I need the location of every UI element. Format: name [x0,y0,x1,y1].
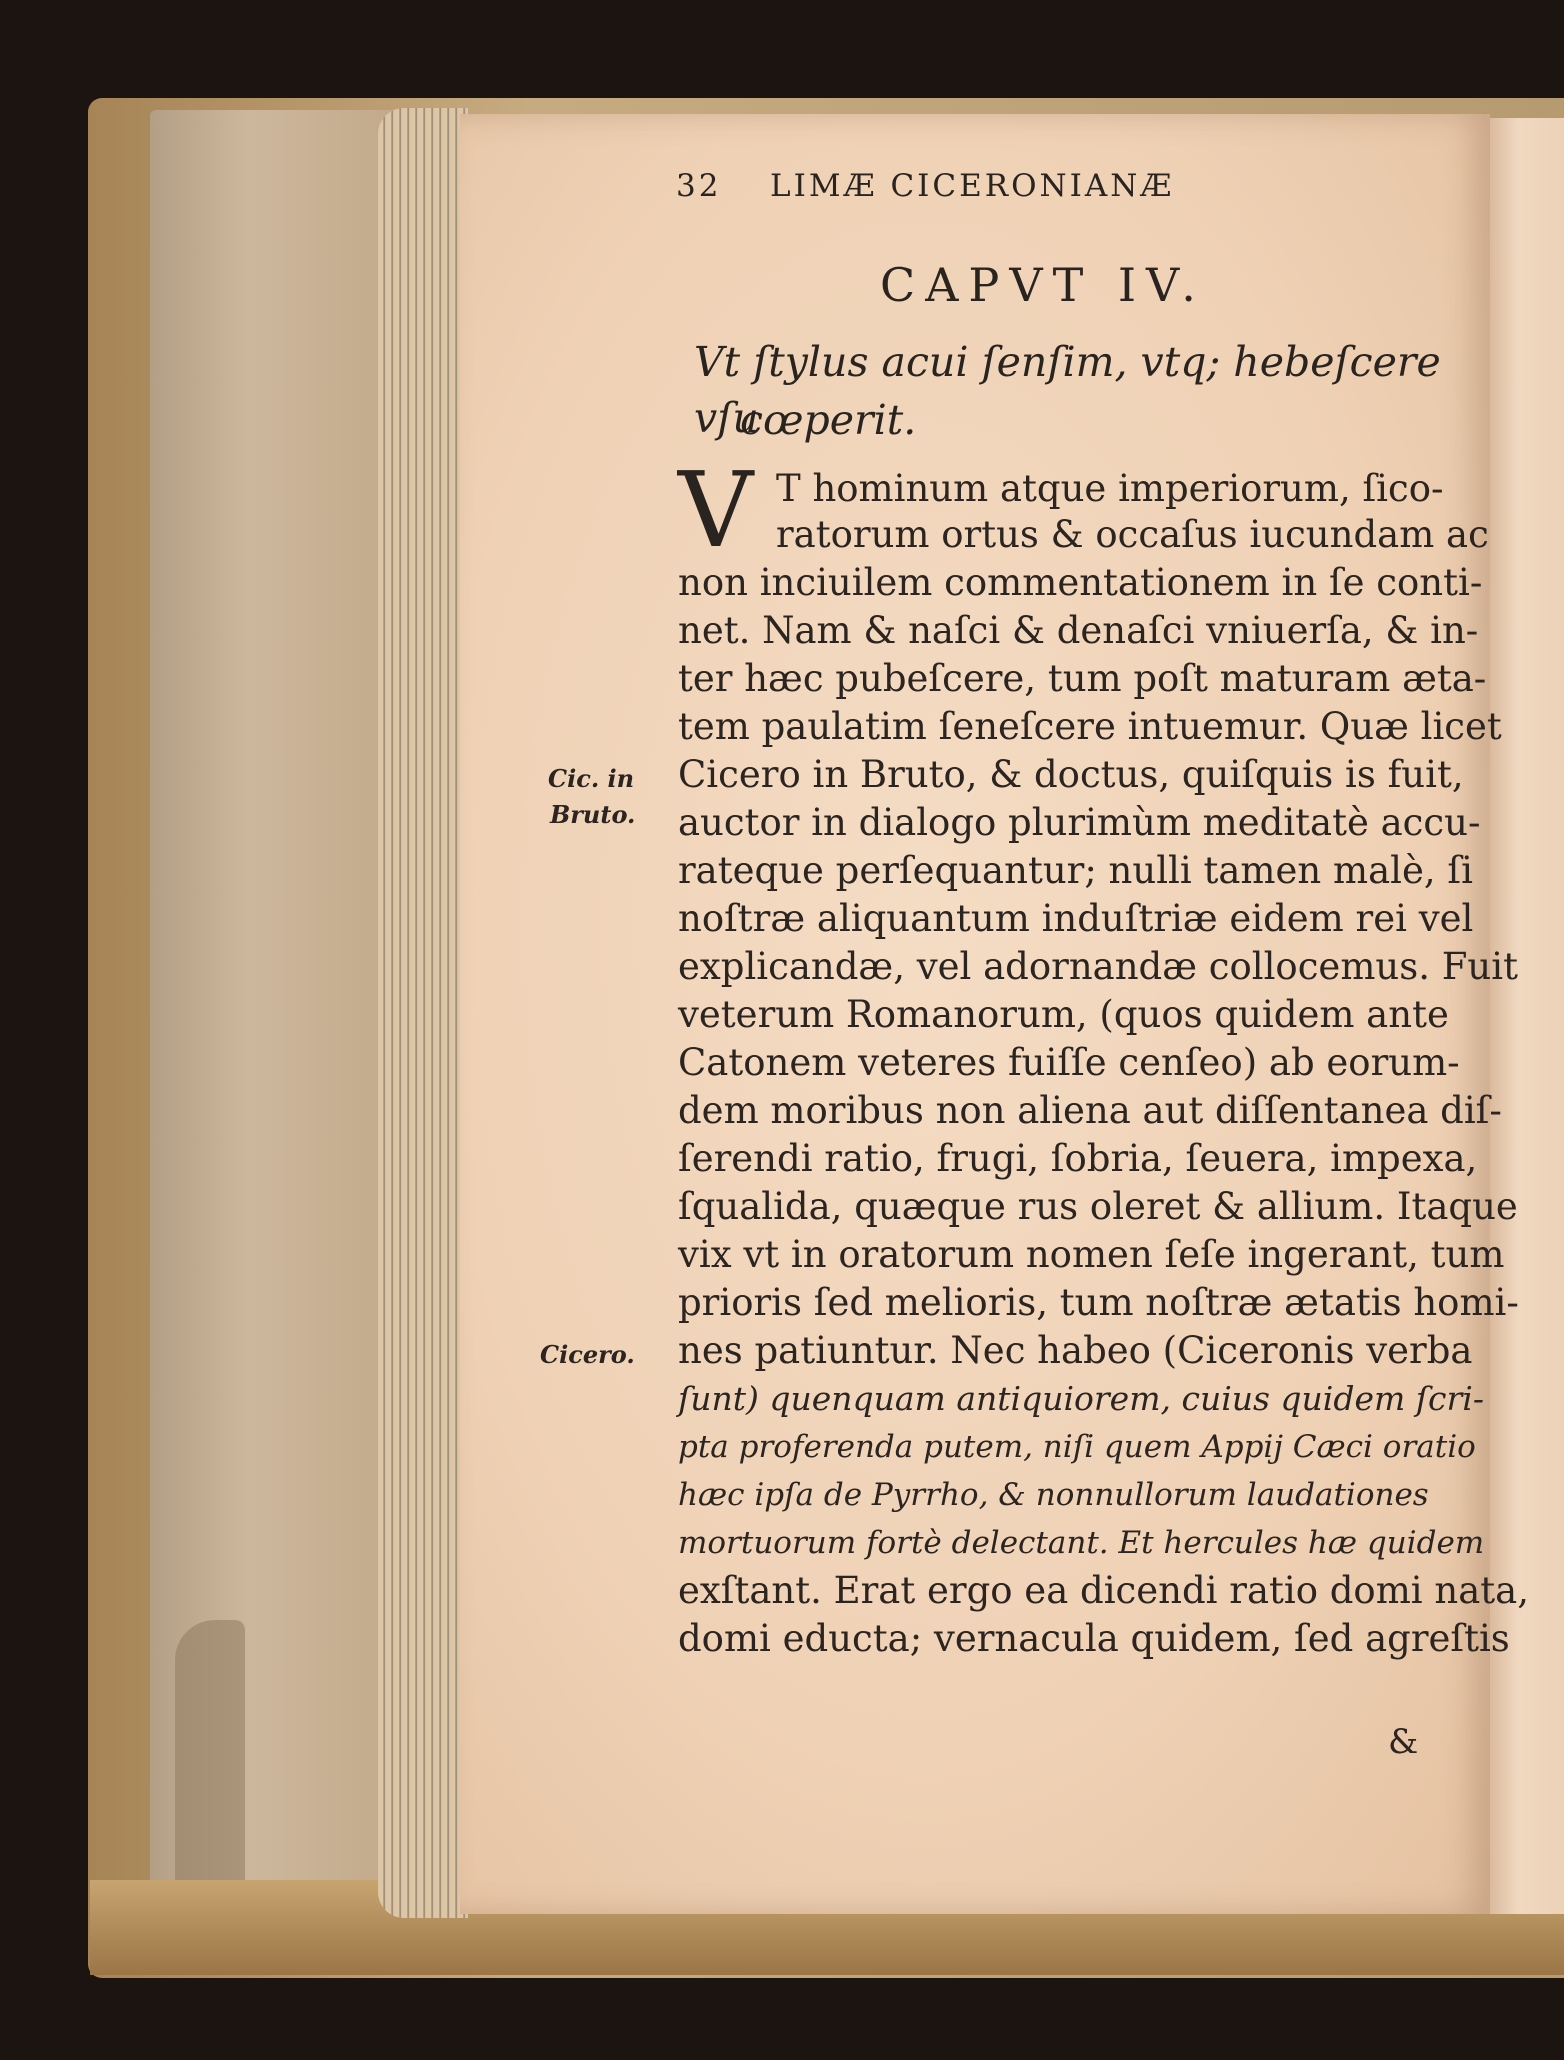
chapter-subtitle-line-1: Vt ſtylus acui ſenſim, vtq; hebeſcere vſu [694,338,1441,442]
body-line: nes patiuntur. Nec habeo (Ciceronis verba [678,1329,1473,1372]
margin-note-cic-in: Cic. in [548,764,635,793]
page-number: 32 [676,168,722,204]
catchword: & [1388,1722,1419,1762]
chapter-subtitle-line-2: cœperit. [740,396,917,444]
body-line: explicandæ, vel adornandæ collocemus. Fuit [678,945,1518,988]
running-header [676,168,1296,212]
body-line: ſunt) quenquam antiquiorem, cuius quidem ſcri- [678,1379,1484,1418]
running-title: LIMÆ CICERONIANÆ [770,168,1175,204]
body-line: net. Nam & naſci & denaſci vniuerſa, & in- [678,609,1479,652]
chapter-title: CAPVT IV. [880,258,1206,312]
body-line: noſtræ aliquantum induſtriæ eidem rei vel [678,897,1474,940]
body-line: domi educta; vernacula quidem, ſed agreſtis [678,1617,1510,1660]
page-edges [378,108,468,1918]
body-line: auctor in dialogo plurimùm meditatè accu- [678,801,1481,844]
body-line: ſerendi ratio, frugi, ſobria, ſeuera, impexa, [678,1137,1478,1180]
body-line: pta proferenda putem, niſi quem Appij Cæci oratio [678,1429,1476,1465]
body-line: rateque perſequantur; nulli tamen malè, ſi [678,849,1473,892]
body-line: ſqualida, quæque rus oleret & allium. Itaque [678,1185,1518,1228]
body-line: T hominum atque imperiorum, ſico- [776,467,1444,510]
margin-note-bruto: Bruto. [550,800,636,829]
body-line: ratorum ortus & occaſus iucundam ac [776,513,1489,556]
body-line: mortuorum fortè delectant. Et hercules hæ quidem [678,1525,1485,1561]
body-line: veterum Romanorum, (quos quidem ante [678,993,1449,1036]
body-line: non inciuilem commentationem in ſe conti- [678,561,1483,604]
margin-note-cicero: Cicero. [540,1340,635,1369]
drop-cap: V [678,449,754,571]
body-line: vix vt in oratorum nomen ſeſe ingerant, tum [678,1233,1505,1276]
body-line: hæc ipſa de Pyrrho, & nonnullorum laudationes [678,1477,1429,1513]
body-line: Catonem veteres fuiſſe cenſeo) ab eorum- [678,1041,1460,1084]
body-line: prioris ſed melioris, tum noſtræ ætatis homi- [678,1281,1519,1324]
body-line: dem moribus non aliena aut diſſentanea diſ- [678,1089,1502,1132]
body-line: tem paulatim ſeneſcere intuemur. Quæ licet [678,705,1502,748]
body-line: ter hæc pubeſcere, tum poſt maturam æta- [678,657,1487,700]
body-line: Cicero in Bruto, & doctus, quiſquis is fuit, [678,753,1464,796]
body-line: exſtant. Erat ergo ea dicendi ratio domi nata, [678,1569,1529,1612]
